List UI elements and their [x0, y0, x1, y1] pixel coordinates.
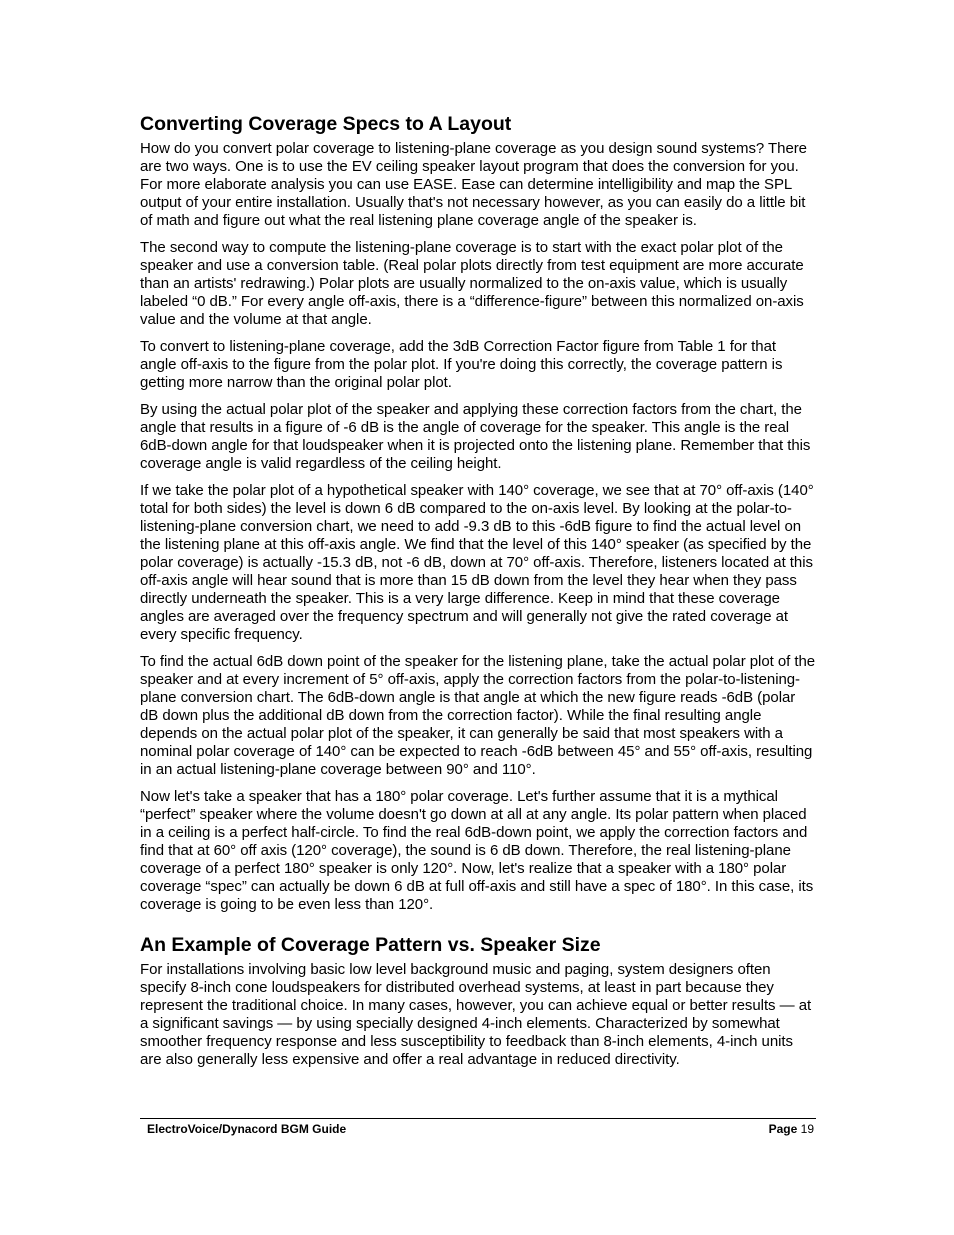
page-body	[140, 112, 816, 1078]
paragraph: Now let's take a speaker that has a 180° polar coverage. Let's further assume that it is a mythical “perfect” speaker where the volume doesn't go down at all at any angle. Its polar pattern when placed in a ceiling is a perfect half-circle. To find the real 6dB-down point, we apply the correction factors and find that at 60° off axis (120° coverage), the sound is 6 dB down. Therefore, the real listening-plane coverage of a perfect 180° speaker is only 120°. Now, let's realize that a speaker with a 180° polar coverage “spec” can actually be down 6 dB at full off-axis and still have a spec of 180°. In this case, its coverage is going to be even less than 120°.	[140, 788, 814, 913]
footer-title: ElectroVoice/Dynacord BGM Guide	[147, 1122, 347, 1136]
paragraph: To convert to listening-plane coverage, add the 3dB Correction Factor figure from Table 1 for that angle off-axis to the figure from the polar plot. If you're doing this correctly, the coverage pattern is getting more narrow than the original polar plot.	[140, 338, 783, 391]
paragraph: If we take the polar plot of a hypothetical speaker with 140° coverage, we see that at 70° off-axis (140° total for both sides) the level is down 6 dB compared to the on-axis level. By looking at the polar-to-listening-plane conversion chart, we need to add -9.3 dB to this -6dB figure to find the actual level on the listening plane at this off-axis angle. We find that the level of this 140° speaker (as specified by the polar coverage) is actually -15.3 dB, not -6 dB, down at 70° off-axis. Therefore, listeners located at this off-axis angle will hear sound that is more than 15 dB down from the level they hear when they pass directly underneath the speaker. This is a very large difference. Keep in mind that these coverage angles are averaged over the frequency spectrum and will generally not give the rated coverage at every specific frequency.	[140, 482, 814, 643]
page-footer	[140, 1118, 816, 1142]
section-heading-coverage-vs-speaker-size: An Example of Coverage Pattern vs. Speaker Size	[140, 934, 601, 956]
paragraph: For installations involving basic low level background music and paging, system designers often specify 8-inch cone loudspeakers for distributed overhead systems, at least in part because they represent the traditional choice. In many cases, however, you can achieve equal or better results — at a significant savings — by using specially designed 4-inch elements. Characterized by somewhat smoother frequency response and less susceptibility to feedback than 8-inch elements, 4-inch units are also generally less expensive and offer a real advantage in reduced directivity.	[140, 961, 812, 1068]
page-number-value: 19	[800, 1122, 814, 1136]
section-heading-converting-coverage: Converting Coverage Specs to A Layout	[140, 113, 512, 135]
page-number	[769, 1122, 814, 1136]
page-label: Page	[768, 1122, 798, 1136]
paragraph: To find the actual 6dB down point of the speaker for the listening plane, take the actual polar plot of the speaker and at every increment of 5° off-axis, apply the correction factors from the polar-to-listening-plane conversion chart. The 6dB-down angle is that angle at which the new figure reads -6dB (polar dB down plus the additional dB down from the correction factor). While the final resulting angle depends on the actual polar plot of the speaker, it can generally be said that most speakers with a nominal polar coverage of 140° can be expected to reach -6dB between 45° and 55° off-axis, resulting in an actual listening-plane coverage between 90° and 110°.	[140, 653, 816, 778]
paragraph: How do you convert polar coverage to listening-plane coverage as you design sound systems? There are two ways. One is to use the EV ceiling speaker layout program that does the conversion for you. For more elaborate analysis you can use EASE. Ease can determine intelligibility and map the SPL output of your entire installation. Usually that's not necessary however, as you can easily do a little bit of math and figure out what the real listening plane coverage angle of the speaker is.	[140, 140, 807, 229]
paragraph: By using the actual polar plot of the speaker and applying these correction factors from the chart, the angle that results in a figure of -6 dB is the angle of coverage for the speaker. This angle is the real 6dB-down angle for that loudspeaker when it is projected onto the listening plane. Remember that this coverage angle is valid regardless of the ceiling height.	[140, 401, 811, 472]
paragraph: The second way to compute the listening-plane coverage is to start with the exact polar plot of the speaker and use a conversion table. (Real polar plots directly from test equipment are more accurate than an artists' redrawing.) Polar plots are usually normalized to the on-axis value, which is usually labeled “0 dB.” For every angle off-axis, there is a “difference-figure” between this normalized on-axis value and the volume at that angle.	[140, 239, 804, 328]
